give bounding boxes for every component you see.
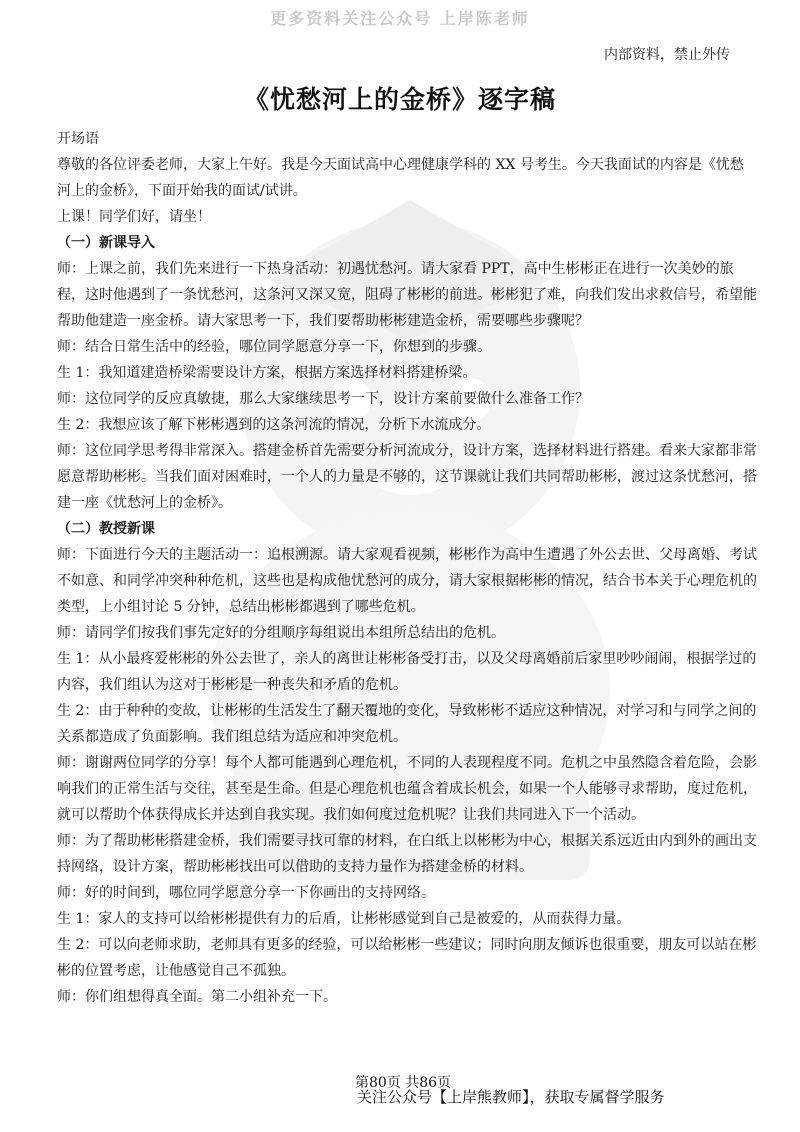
paragraph: 生 1：家人的支持可以给彬彬提供有力的后盾，让彬彬感觉到自己是被爱的，从而获得力量。	[57, 911, 631, 927]
section-heading-intro: （一）新课导入	[57, 235, 155, 251]
paragraph: 师：这位同学的反应真敏捷，那么大家继续思考一下，设计方案前要做什么准备工作？	[57, 391, 589, 407]
paragraph: 师：为了帮助彬彬搭建金桥，我们需要寻找可靠的材料，在白纸上以彬彬为中心，根据关系远近由内到外的画出支持网络，设计方案，帮助彬彬找出可以借助的支持力量作为搭建金桥的材料。	[57, 833, 757, 875]
footer-follow-note: 关注公众号【上岸熊教师】，获取专属督学服务	[357, 1088, 665, 1106]
paragraph: 生 2：可以向老师求助，老师具有更多的经验，可以给彬彬一些建议；同时向朋友倾诉也很重要，朋友可以站在彬彬的位置考虑，让他感觉自己不孤独。	[57, 937, 757, 979]
paragraph: 师：你们组想得真全面。第二小组补充一下。	[57, 989, 337, 1005]
opening-label: 开场语	[57, 131, 99, 147]
paragraph: 尊敬的各位评委老师，大家上午好。我是今天面试高中心理健康学科的 XX 号考生。今天我面试的内容是《忧愁河上的金桥》，下面开始我的面试/试讲。	[57, 157, 744, 199]
confidential-note: 内部资料，禁止外传	[604, 47, 730, 63]
paragraph: 师：下面进行今天的主题活动一：追根溯源。请大家观看视频，彬彬作为高中生遭遇了外公去世、父母离婚、考试不如意、和同学冲突种种危机，这些也是构成他忧愁河的成分，请大家根据彬彬的情况，结合书本关于心理危机的类型，上小组讨论 5 分钟，总结出彬彬都遇到了哪些危机。	[57, 547, 757, 615]
top-banner: 更多资料关注公众号 上岸陈老师	[270, 9, 530, 28]
paragraph: 上课！同学们好，请坐！	[57, 209, 211, 225]
paragraph: 师：结合日常生活中的经验，哪位同学愿意分享一下，你想到的步骤。	[57, 339, 491, 355]
paragraph: 生 1：从小最疼爱彬彬的外公去世了，亲人的离世让彬彬备受打击，以及父母离婚前后家里吵吵闹闹，根据学过的内容，我们组认为这对于彬彬是一种丧失和矛盾的危机。	[57, 651, 757, 693]
paragraph: 生 2：由于种种的变故，让彬彬的生活发生了翻天覆地的变化，导致彬彬不适应这种情况，对学习和与同学之间的关系都造成了负面影响。我们组总结为适应和冲突危机。	[57, 703, 757, 745]
paragraph: 生 1：我知道建造桥梁需要设计方案，根据方案选择材料搭建桥梁。	[57, 365, 477, 381]
page-number: 第80页 共86页	[355, 1075, 452, 1091]
paragraph: 师：请同学们按我们事先定好的分组顺序每组说出本组所总结出的危机。	[57, 625, 505, 641]
section-heading-teaching: （二）教授新课	[57, 521, 155, 537]
paragraph: 师：上课之前，我们先来进行一下热身活动：初遇忧愁河。请大家看 PPT，高中生彬彬正在进行一次美妙的旅程，这时他遇到了一条忧愁河，这条河又深又宽，阻碍了彬彬的前进。彬彬犯了难，向我们发出求救信号，希望能帮助他建造一座金桥。请大家思考一下，我们要帮助彬彬建造金桥，需要哪些步骤呢？	[57, 261, 757, 329]
document-body	[57, 126, 757, 1010]
paragraph: 师：好的时间到，哪位同学愿意分享一下你画出的支持网络。	[57, 885, 435, 901]
paragraph: 师：这位同学思考得非常深入。搭建金桥首先需要分析河流成分，设计方案，选择材料进行搭建。看来大家都非常愿意帮助彬彬。当我们面对困难时，一个人的力量是不够的，这节课就让我们共同帮助彬彬，渡过这条忧愁河，搭建一座《忧愁河上的金桥》。	[57, 443, 757, 511]
paragraph: 生 2：我想应该了解下彬彬遇到的这条河流的情况，分析下水流成分。	[57, 417, 491, 433]
paragraph: 师：谢谢两位同学的分享！每个人都可能遇到心理危机，不同的人表现程度不同。危机之中虽然隐含着危险，会影响我们的正常生活与交往，甚至是生命。但是心理危机也蕴含着成长机会，如果一个人能够寻求帮助，度过危机，就可以帮助个体获得成长并达到自我实现。我们如何度过危机呢？让我们共同进入下一个活动。	[57, 755, 757, 823]
document-title: 《忧愁河上的金桥》逐字稿	[243, 85, 556, 114]
